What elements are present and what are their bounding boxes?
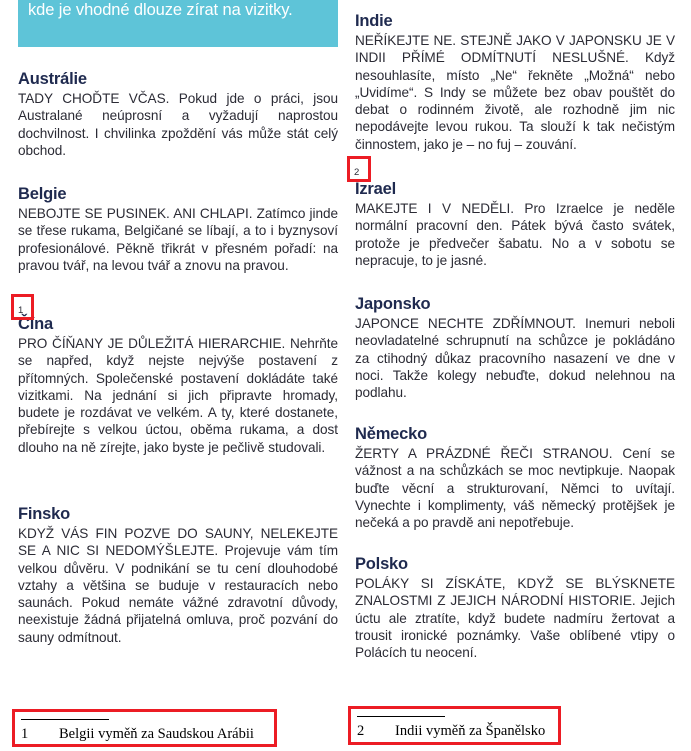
- body-polsko: POLÁKY SI ZÍSKÁTE, KDYŽ SE BLÝSKNETE ZNALOSTMI Z JEJICH NÁRODNÍ HISTORIE. Jejich úctu ale ztratíte, když budete nadmíru žertovat a trousit ironické poznámky. Vaše oblíbené vtipy o Polácích tu neocení.: [355, 576, 675, 661]
- callout-text: kde je vhodné dlouze zírat na vizitky.: [28, 1, 293, 19]
- body-nemecko: ŽERTY A PRÁZDNÉ ŘEČI STRANOU. Cení se vážnost a na schůzkách se moc nevtipkuje. Naopak buďte věcní a strukturovaní, Němci to uvítají. Vynechte i komplimenty, váš německý protějšek je nečeká a po pravdě ani nepotřebuje.: [355, 446, 675, 531]
- footnote-ref-marker-2-highlight: [347, 156, 371, 182]
- footnote-2-number: 2: [357, 723, 365, 739]
- heading-izrael: Izrael: [355, 180, 396, 198]
- footnote-1: [21, 725, 270, 744]
- article-nemecko: [355, 425, 675, 531]
- footnote-1-text: Belgii vyměň za Saudskou Arábii: [59, 726, 254, 742]
- article-indie: [355, 12, 675, 153]
- teal-callout-box: [18, 0, 338, 47]
- footnote-separator-rule-2: [357, 716, 445, 717]
- article-polsko: [355, 555, 675, 661]
- body-cina: PRO ČÍŇANY JE DŮLEŽITÁ HIERARCHIE. Nehrňte se napřed, když nejste nejvýše postavení z přítomných. Společenské postavení dokládáte také vizitkami. Na jednání si jich připravte hromady, budete je rozdávat ve velkém. A ty, které dostanete, přebírejte s velkou úctou, oběma rukama, a dost dlouho na ně zírejte, jako byste je pečlivě studovali.: [18, 336, 338, 455]
- footnote-2: [357, 722, 554, 741]
- article-finsko: [18, 505, 338, 646]
- article-belgie: [18, 185, 338, 274]
- footnote-2-text: Indii vyměň za Španělsko: [395, 723, 546, 739]
- footnote-2-highlight: [348, 706, 561, 745]
- heading-nemecko: Německo: [355, 425, 427, 443]
- footnote-1-number: 1: [21, 726, 29, 742]
- body-izrael: MAKEJTE I V NEDĚLI. Pro Izraelce je neděle normální pracovní den. Pátek bývá často svátek, protože je předvečer šabatu. No a v sobotu se nepracuje, to je jasné.: [355, 201, 675, 268]
- body-belgie: NEBOJTE SE PUSINEK. ANI CHLAPI. Zatímco jinde se třese rukama, Belgičané se líbají, a to i byznysoví profesionálové. Pěkně třikrát v přesném pořadí: na pravou tvář, na levou tvář a znovu na pravou.: [18, 206, 338, 273]
- article-japonsko: [355, 295, 675, 401]
- heading-finsko: Finsko: [18, 505, 70, 523]
- article-australie: [18, 70, 338, 159]
- heading-japonsko: Japonsko: [355, 295, 431, 313]
- heading-indie: Indie: [355, 12, 393, 30]
- footnote-ref-marker-2: 2: [354, 167, 360, 178]
- heading-australie: Austrálie: [18, 70, 87, 88]
- body-australie: TADY CHOĎTE VČAS. Pokud jde o práci, jsou Australané neúprosní a vyžadují naprostou dochvilnost. I chvilinka zpoždění vás může stát celý obchod.: [18, 91, 338, 158]
- footnote-1-highlight: [12, 709, 277, 747]
- body-japonsko: JAPONCE NECHTE ZDŘÍMNOUT. Inemuri neboli neovladatelné schrupnutí na schůzce je pokládáno za ctihodný důkaz pracovního nasazení ve dne v noci. Takže kolegy nebuďte, dokud nelehnou na podlahu.: [355, 316, 675, 401]
- footnote-ref-marker-1: 1: [18, 305, 24, 316]
- article-izrael: [355, 180, 675, 269]
- heading-polsko: Polsko: [355, 555, 408, 573]
- heading-cina: Čína: [18, 315, 53, 333]
- heading-belgie: Belgie: [18, 185, 67, 203]
- article-cina: [18, 315, 338, 456]
- body-finsko: KDYŽ VÁS FIN POZVE DO SAUNY, NELEKEJTE SE A NIC SI NEDOMÝŠLEJTE. Projevuje vám tím velkou důvěru. V podnikání se tu cení dlouhodobé vztahy a většina se buduje v restauracích nebo saunách. Pokud nemáte vážné zdravotní důvody, neexistuje žádná přijatelná omluva, proč pozvání do sauny odmítnout.: [18, 526, 338, 645]
- footnote-ref-marker-1-highlight: [11, 294, 34, 320]
- body-indie: NEŘÍKEJTE NE. STEJNĚ JAKO V JAPONSKU JE V INDII PŘÍMÉ ODMÍTNUTÍ NESLUŠNÉ. Když nesouhlasíte, místo „Ne“ řekněte „Možná“ nebo „Uvidíme“. S Indy se můžete bez obav pouštět do debat o rodinném životě, ale rozhodně jim nic nepodávejte levou rukou. Ta slouží k tak nečistým činnostem, jako je – no fuj – zouvání.: [355, 33, 675, 152]
- footnote-separator-rule-1: [21, 719, 109, 720]
